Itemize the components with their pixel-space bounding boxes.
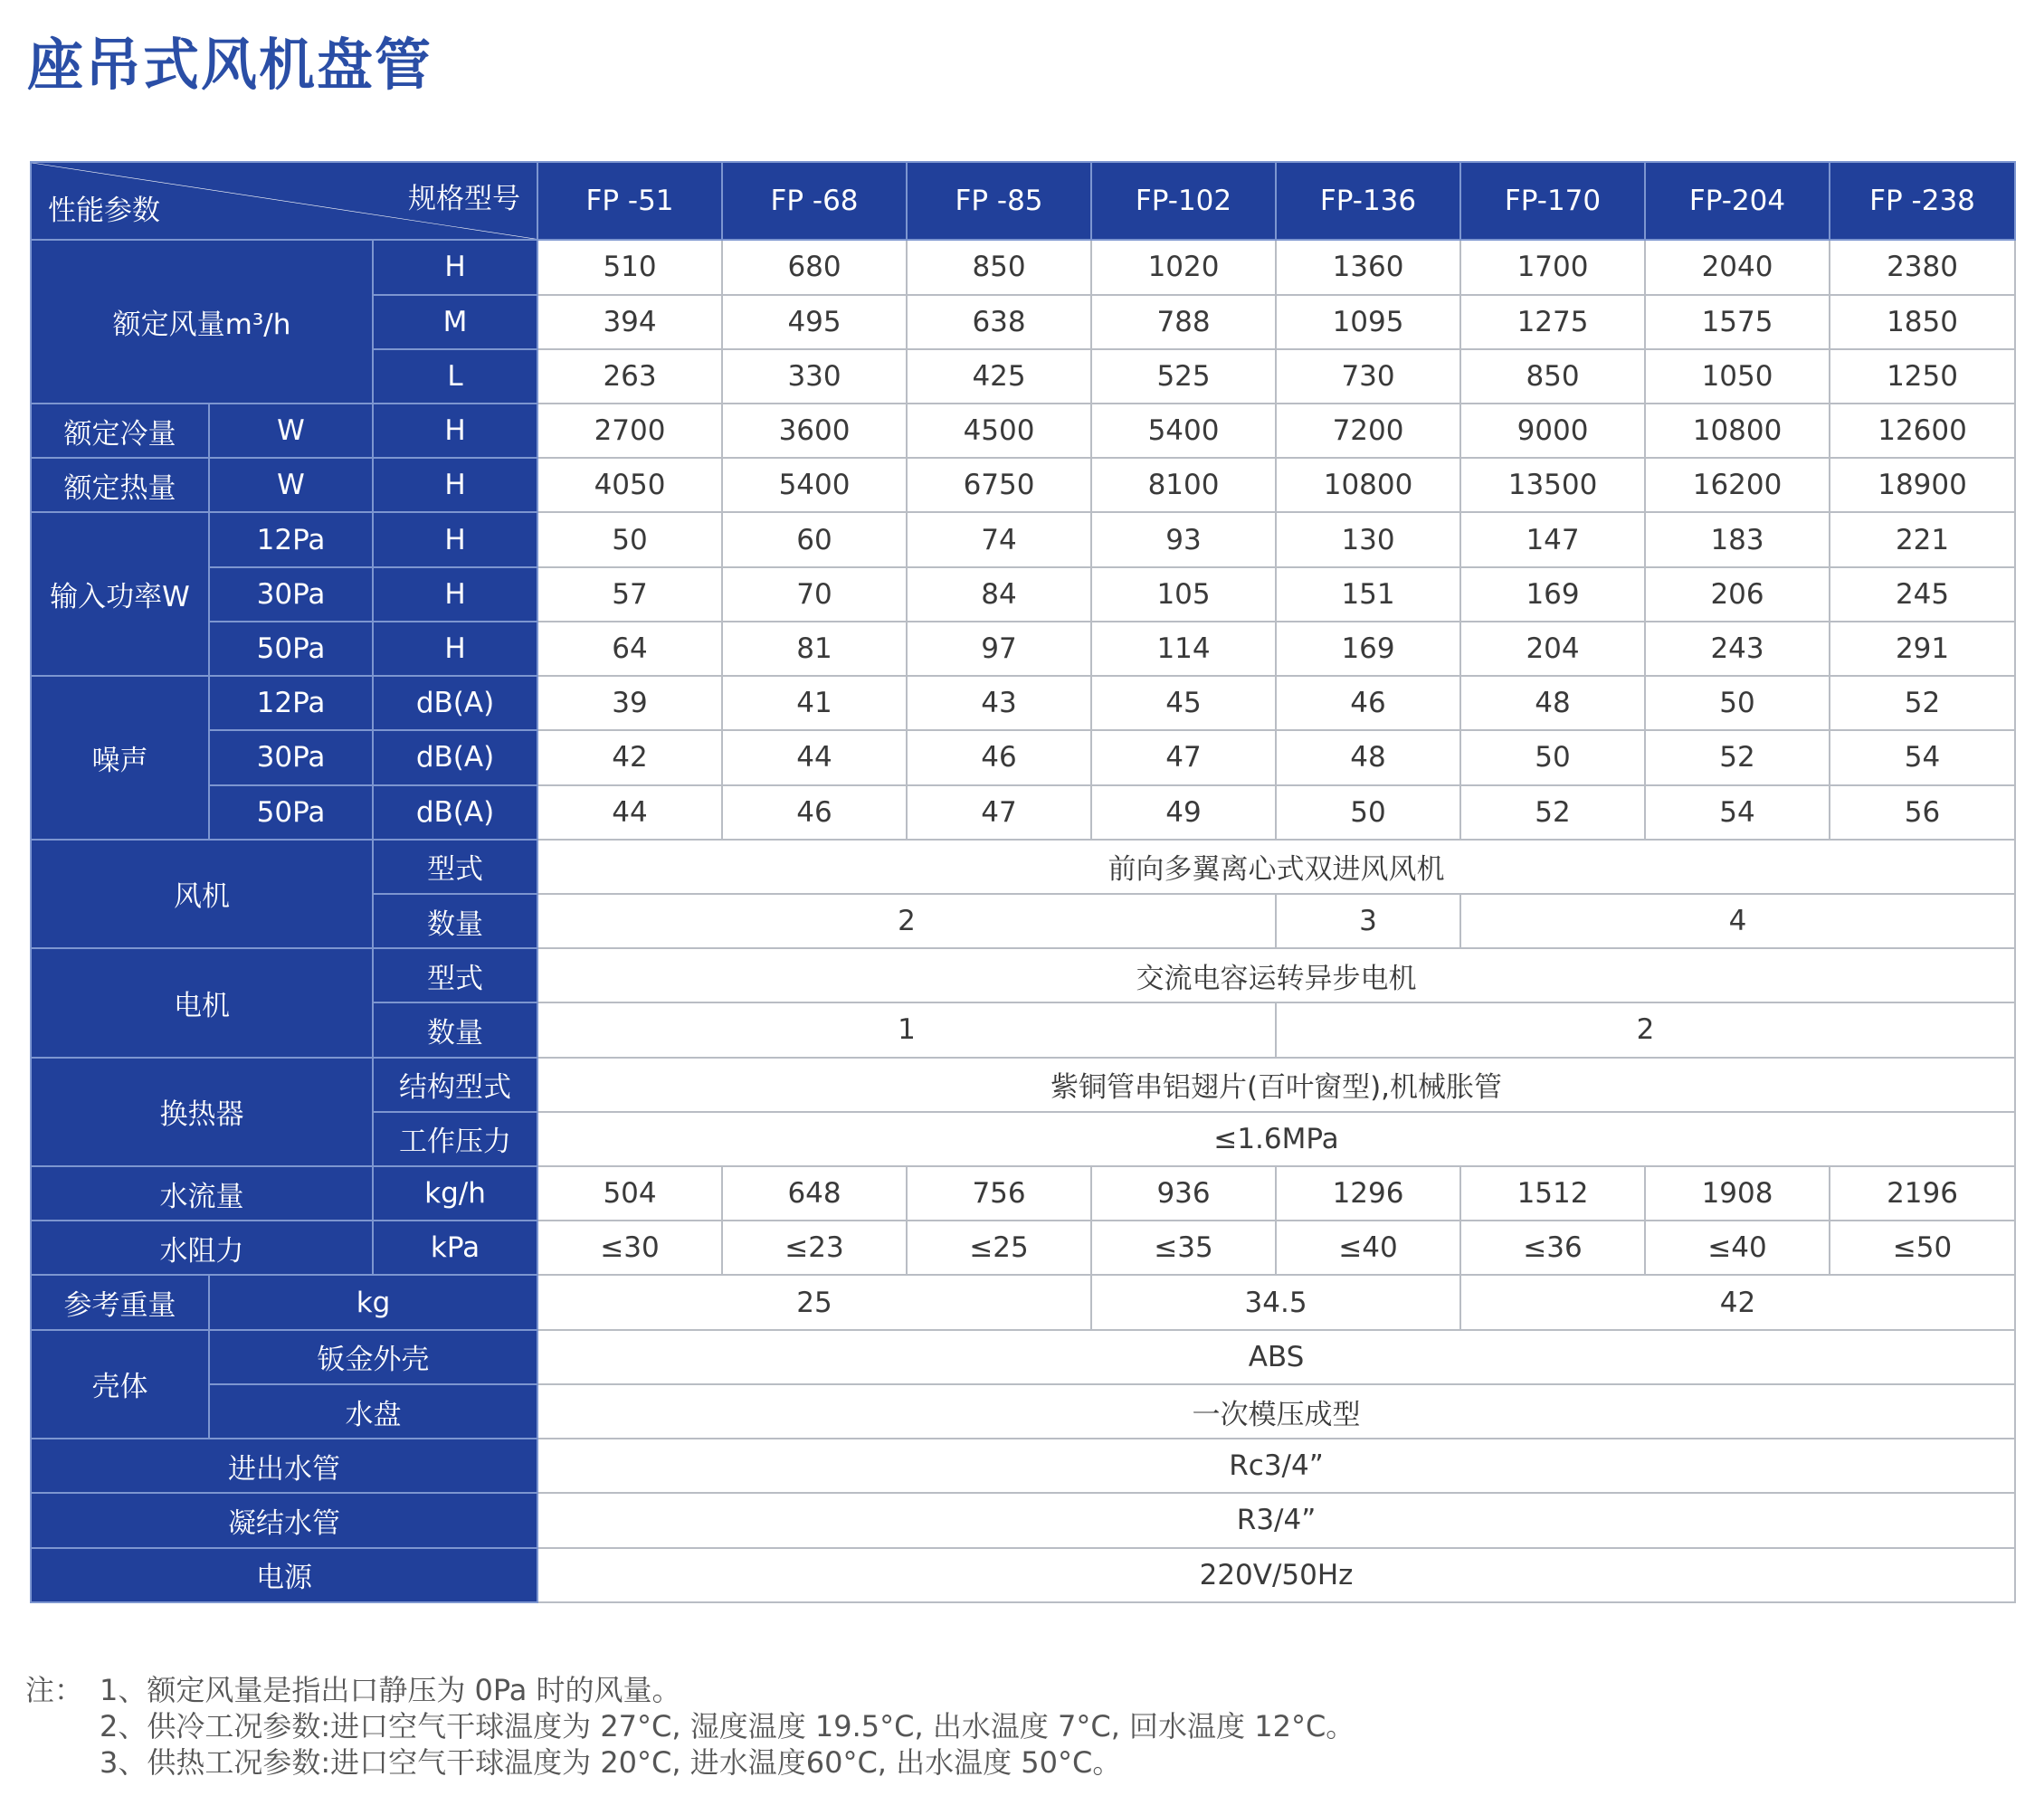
value-cell: 44 bbox=[537, 785, 722, 840]
value-cell: 54 bbox=[1645, 785, 1830, 840]
qty-label: 数量 bbox=[373, 1002, 537, 1057]
speed-label: H bbox=[373, 567, 537, 622]
speed-label: L bbox=[373, 349, 537, 404]
value-cell: 39 bbox=[537, 676, 722, 730]
spec-table bbox=[30, 161, 2016, 1603]
value-cell: 2040 bbox=[1645, 240, 1830, 294]
table-row bbox=[31, 512, 2015, 566]
note-line: 3、供热工况参数:进口空气干球温度为 20°C, 进水温度60°C, 出水温度 50°C。 bbox=[100, 1745, 1122, 1780]
note-line: 2、供冷工况参数:进口空气干球温度为 27°C, 湿度温度 19.5°C, 出水温度 7°C, 回水温度 12°C。 bbox=[100, 1709, 1355, 1743]
value-cell: 16200 bbox=[1645, 458, 1830, 512]
model-header: FP-170 bbox=[1460, 162, 1645, 240]
value-cell: 4500 bbox=[907, 404, 1091, 458]
value-cell: 105 bbox=[1091, 567, 1276, 622]
value-cell: ≤23 bbox=[722, 1221, 907, 1275]
notes-label: 注： bbox=[25, 1673, 84, 1707]
fan-type-value: 前向多翼离心式双进风风机 bbox=[537, 840, 2015, 894]
value-cell: 245 bbox=[1830, 567, 2015, 622]
value-cell: ≤25 bbox=[907, 1221, 1091, 1275]
table-row bbox=[31, 622, 2015, 676]
table-row bbox=[31, 458, 2015, 512]
table-row bbox=[31, 785, 2015, 840]
power-supply-label: 电源 bbox=[31, 1548, 537, 1602]
water-pan-label: 水盘 bbox=[209, 1384, 537, 1439]
value-cell: 5400 bbox=[722, 458, 907, 512]
noise-label: 噪声 bbox=[31, 676, 209, 840]
value-cell: 1250 bbox=[1830, 349, 2015, 404]
table-row bbox=[31, 1330, 2015, 1384]
value-cell: 263 bbox=[537, 349, 722, 404]
speed-label: H bbox=[373, 622, 537, 676]
value-cell: 84 bbox=[907, 567, 1091, 622]
value-cell: 43 bbox=[907, 676, 1091, 730]
unit-label: kg bbox=[209, 1275, 537, 1329]
fan-qty-value: 3 bbox=[1276, 894, 1460, 948]
value-cell: 756 bbox=[907, 1166, 1091, 1221]
unit-label: W bbox=[209, 458, 373, 512]
weight-value: 34.5 bbox=[1091, 1275, 1460, 1329]
qty-label: 数量 bbox=[373, 894, 537, 948]
pipe-value: Rc3/4” bbox=[537, 1439, 2015, 1493]
value-cell: 330 bbox=[722, 349, 907, 404]
exchanger-struct-value: 紫铜管串铝翅片(百叶窗型),机械胀管 bbox=[537, 1058, 2015, 1112]
metal-shell-value: ABS bbox=[537, 1330, 2015, 1384]
value-cell: 204 bbox=[1460, 622, 1645, 676]
pressure-label: 30Pa bbox=[209, 567, 373, 622]
value-cell: 42 bbox=[537, 730, 722, 784]
value-cell: 130 bbox=[1276, 512, 1460, 566]
unit-label: W bbox=[209, 404, 373, 458]
value-cell: ≤35 bbox=[1091, 1221, 1276, 1275]
value-cell: 45 bbox=[1091, 676, 1276, 730]
pipe-label: 进出水管 bbox=[31, 1439, 537, 1493]
value-cell: 44 bbox=[722, 730, 907, 784]
value-cell: 2700 bbox=[537, 404, 722, 458]
value-cell: 3600 bbox=[722, 404, 907, 458]
table-row bbox=[31, 1548, 2015, 1602]
speed-label: H bbox=[373, 458, 537, 512]
value-cell: 5400 bbox=[1091, 404, 1276, 458]
unit-label: kg/h bbox=[373, 1166, 537, 1221]
speed-label: H bbox=[373, 240, 537, 294]
value-cell: 49 bbox=[1091, 785, 1276, 840]
value-cell: ≤50 bbox=[1830, 1221, 2015, 1275]
value-cell: 60 bbox=[722, 512, 907, 566]
value-cell: 50 bbox=[537, 512, 722, 566]
value-cell: 183 bbox=[1645, 512, 1830, 566]
water-pan-value: 一次模压成型 bbox=[537, 1384, 2015, 1439]
pressure-label: 12Pa bbox=[209, 676, 373, 730]
value-cell: 50 bbox=[1276, 785, 1460, 840]
model-header: FP -51 bbox=[537, 162, 722, 240]
water-resist-label: 水阻力 bbox=[31, 1221, 373, 1275]
value-cell: 169 bbox=[1460, 567, 1645, 622]
value-cell: 74 bbox=[907, 512, 1091, 566]
table-row bbox=[31, 676, 2015, 730]
value-cell: ≤30 bbox=[537, 1221, 722, 1275]
unit-label: dB(A) bbox=[373, 785, 537, 840]
value-cell: 54 bbox=[1830, 730, 2015, 784]
model-header: FP -85 bbox=[907, 162, 1091, 240]
cooling-label: 额定冷量 bbox=[31, 404, 209, 458]
shell-label: 壳体 bbox=[31, 1330, 209, 1439]
value-cell: 48 bbox=[1276, 730, 1460, 784]
value-cell: 425 bbox=[907, 349, 1091, 404]
value-cell: 46 bbox=[722, 785, 907, 840]
struct-label: 结构型式 bbox=[373, 1058, 537, 1112]
value-cell: 525 bbox=[1091, 349, 1276, 404]
exchanger-pressure-value: ≤1.6MPa bbox=[537, 1112, 2015, 1166]
value-cell: ≤36 bbox=[1460, 1221, 1645, 1275]
pressure-label: 50Pa bbox=[209, 785, 373, 840]
value-cell: 10800 bbox=[1645, 404, 1830, 458]
value-cell: 394 bbox=[537, 295, 722, 349]
value-cell: 1275 bbox=[1460, 295, 1645, 349]
value-cell: 850 bbox=[907, 240, 1091, 294]
model-header: FP-136 bbox=[1276, 162, 1460, 240]
heating-label: 额定热量 bbox=[31, 458, 209, 512]
page-title: 座吊式风机盘管 bbox=[27, 32, 433, 98]
speed-label: H bbox=[373, 512, 537, 566]
value-cell: 70 bbox=[722, 567, 907, 622]
value-cell: 151 bbox=[1276, 567, 1460, 622]
value-cell: 4050 bbox=[537, 458, 722, 512]
value-cell: 1512 bbox=[1460, 1166, 1645, 1221]
motor-qty-value: 1 bbox=[537, 1002, 1276, 1057]
value-cell: 48 bbox=[1460, 676, 1645, 730]
value-cell: 50 bbox=[1645, 676, 1830, 730]
model-header: FP -238 bbox=[1830, 162, 2015, 240]
value-cell: 46 bbox=[1276, 676, 1460, 730]
value-cell: 12600 bbox=[1830, 404, 2015, 458]
value-cell: 936 bbox=[1091, 1166, 1276, 1221]
weight-label: 参考重量 bbox=[31, 1275, 209, 1329]
weight-value: 25 bbox=[537, 1275, 1091, 1329]
value-cell: 504 bbox=[537, 1166, 722, 1221]
value-cell: 206 bbox=[1645, 567, 1830, 622]
motor-label: 电机 bbox=[31, 948, 373, 1057]
value-cell: 81 bbox=[722, 622, 907, 676]
value-cell: 46 bbox=[907, 730, 1091, 784]
notes bbox=[25, 1672, 1355, 1781]
value-cell: ≤40 bbox=[1645, 1221, 1830, 1275]
pressure-label: 12Pa bbox=[209, 512, 373, 566]
value-cell: 2196 bbox=[1830, 1166, 2015, 1221]
value-cell: 1020 bbox=[1091, 240, 1276, 294]
value-cell: 41 bbox=[722, 676, 907, 730]
value-cell: 1850 bbox=[1830, 295, 2015, 349]
header-corner-cell bbox=[31, 162, 537, 240]
airflow-label: 额定风量m³/h bbox=[31, 240, 373, 404]
table-row bbox=[31, 404, 2015, 458]
value-cell: 47 bbox=[1091, 730, 1276, 784]
value-cell: 730 bbox=[1276, 349, 1460, 404]
value-cell: 52 bbox=[1830, 676, 2015, 730]
speed-label: H bbox=[373, 404, 537, 458]
model-header: FP-204 bbox=[1645, 162, 1830, 240]
condensate-label: 凝结水管 bbox=[31, 1493, 537, 1547]
value-cell: 50 bbox=[1460, 730, 1645, 784]
pressure-label: 30Pa bbox=[209, 730, 373, 784]
table-row bbox=[31, 567, 2015, 622]
value-cell: 147 bbox=[1460, 512, 1645, 566]
value-cell: 648 bbox=[722, 1166, 907, 1221]
value-cell: 2380 bbox=[1830, 240, 2015, 294]
value-cell: 18900 bbox=[1830, 458, 2015, 512]
value-cell: 243 bbox=[1645, 622, 1830, 676]
value-cell: 93 bbox=[1091, 512, 1276, 566]
power-label: 输入功率W bbox=[31, 512, 209, 676]
value-cell: 850 bbox=[1460, 349, 1645, 404]
exchanger-label: 换热器 bbox=[31, 1058, 373, 1166]
table-row bbox=[31, 1275, 2015, 1329]
value-cell: 788 bbox=[1091, 295, 1276, 349]
value-cell: 97 bbox=[907, 622, 1091, 676]
fan-label: 风机 bbox=[31, 840, 373, 948]
unit-label: dB(A) bbox=[373, 730, 537, 784]
value-cell: 8100 bbox=[1091, 458, 1276, 512]
value-cell: 1296 bbox=[1276, 1166, 1460, 1221]
value-cell: 1050 bbox=[1645, 349, 1830, 404]
header-param-label: 性能参数 bbox=[48, 195, 160, 228]
value-cell: 9000 bbox=[1460, 404, 1645, 458]
table-row bbox=[31, 1221, 2015, 1275]
weight-value: 42 bbox=[1460, 1275, 2015, 1329]
water-flow-label: 水流量 bbox=[31, 1166, 373, 1221]
value-cell: 64 bbox=[537, 622, 722, 676]
motor-qty-value: 2 bbox=[1276, 1002, 2015, 1057]
value-cell: 1360 bbox=[1276, 240, 1460, 294]
value-cell: ≤40 bbox=[1276, 1221, 1460, 1275]
pressure-label: 工作压力 bbox=[373, 1112, 537, 1166]
metal-shell-label: 钣金外壳 bbox=[209, 1330, 537, 1384]
unit-label: kPa bbox=[373, 1221, 537, 1275]
header-row bbox=[31, 162, 2015, 240]
value-cell: 6750 bbox=[907, 458, 1091, 512]
value-cell: 221 bbox=[1830, 512, 2015, 566]
value-cell: 291 bbox=[1830, 622, 2015, 676]
value-cell: 47 bbox=[907, 785, 1091, 840]
condensate-value: R3/4” bbox=[537, 1493, 2015, 1547]
power-supply-value: 220V/50Hz bbox=[537, 1548, 2015, 1602]
model-header: FP-102 bbox=[1091, 162, 1276, 240]
value-cell: 1700 bbox=[1460, 240, 1645, 294]
value-cell: 495 bbox=[722, 295, 907, 349]
table-row bbox=[31, 1493, 2015, 1547]
value-cell: 169 bbox=[1276, 622, 1460, 676]
header-model-label: 规格型号 bbox=[408, 183, 521, 215]
value-cell: 56 bbox=[1830, 785, 2015, 840]
pressure-label: 50Pa bbox=[209, 622, 373, 676]
value-cell: 1095 bbox=[1276, 295, 1460, 349]
value-cell: 510 bbox=[537, 240, 722, 294]
value-cell: 7200 bbox=[1276, 404, 1460, 458]
table-row bbox=[31, 1058, 2015, 1112]
model-header: FP -68 bbox=[722, 162, 907, 240]
value-cell: 1575 bbox=[1645, 295, 1830, 349]
value-cell: 114 bbox=[1091, 622, 1276, 676]
table-row bbox=[31, 840, 2015, 894]
value-cell: 52 bbox=[1460, 785, 1645, 840]
table-row bbox=[31, 1439, 2015, 1493]
value-cell: 1908 bbox=[1645, 1166, 1830, 1221]
value-cell: 10800 bbox=[1276, 458, 1460, 512]
table-row bbox=[31, 1384, 2015, 1439]
type-label: 型式 bbox=[373, 948, 537, 1002]
value-cell: 52 bbox=[1645, 730, 1830, 784]
table-row bbox=[31, 730, 2015, 784]
fan-qty-value: 4 bbox=[1460, 894, 2015, 948]
table-row bbox=[31, 948, 2015, 1002]
speed-label: M bbox=[373, 295, 537, 349]
value-cell: 13500 bbox=[1460, 458, 1645, 512]
type-label: 型式 bbox=[373, 840, 537, 894]
note-line: 1、额定风量是指出口静压为 0Pa 时的风量。 bbox=[100, 1673, 681, 1707]
motor-type-value: 交流电容运转异步电机 bbox=[537, 948, 2015, 1002]
fan-qty-value: 2 bbox=[537, 894, 1276, 948]
value-cell: 680 bbox=[722, 240, 907, 294]
unit-label: dB(A) bbox=[373, 676, 537, 730]
value-cell: 638 bbox=[907, 295, 1091, 349]
value-cell: 57 bbox=[537, 567, 722, 622]
table-row bbox=[31, 240, 2015, 294]
table-row bbox=[31, 1166, 2015, 1221]
